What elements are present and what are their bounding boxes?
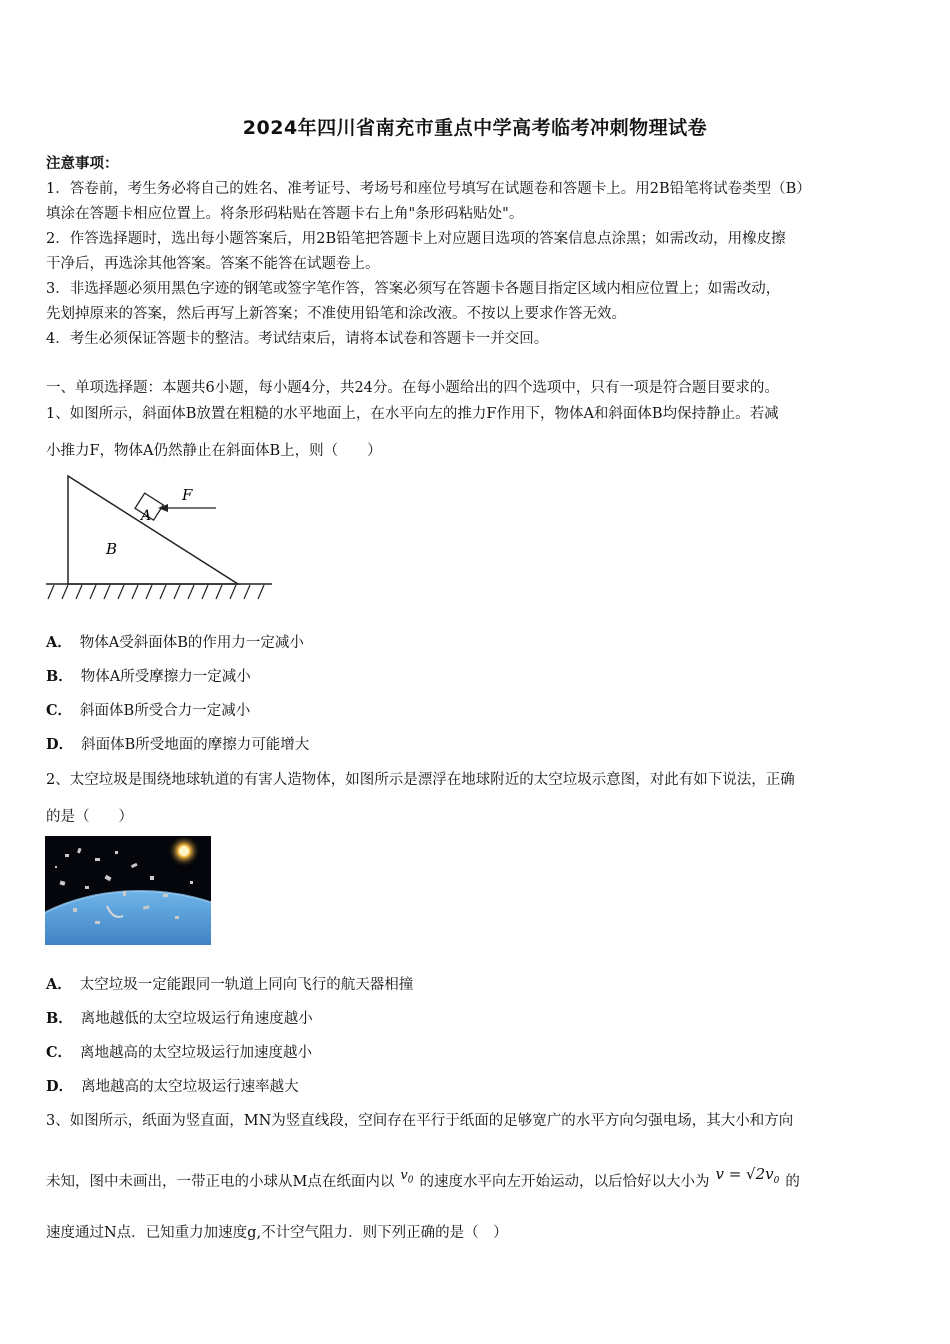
q2-stem-line1: 2、太空垃圾是围绕地球轨道的有害人造物体，如图所示是漂浮在地球附近的太空垃圾示意图，对此有如下说法，正确 [46, 772, 795, 788]
v0-symbol: $v_0$ [400, 1168, 414, 1186]
q2-option-d: D． 离地越高的太空垃圾运行速率越大 [46, 1078, 299, 1095]
notice-line: 1．答卷前，考生务必将自己的姓名、准考证号、考场号和座位号填写在试题卷和答题卡上。用2B铅笔将试卷类型（B） [46, 181, 811, 197]
block-a-label: A [141, 508, 152, 524]
space-debris-image [45, 836, 211, 945]
notice-line: 填涂在答题卡相应位置上。将条形码粘贴在答题卡右上角"条形码粘贴处"。 [46, 206, 524, 222]
page-title: 2024年四川省南充市重点中学高考临考冲刺物理试卷 [242, 117, 708, 139]
notice-line: 4．考生必须保证答题卡的整洁。考试结束后，请将本试卷和答题卡一并交回。 [46, 331, 549, 347]
q3-stem-line3: 速度通过N点．已知重力加速度g,不计空气阻力．则下列正确的是（ ） [46, 1225, 508, 1241]
notice-line: 先划掉原来的答案，然后再写上新答案；不准使用铅笔和涂改液。不按以上要求作答无效。 [46, 306, 626, 322]
force-label: F [182, 486, 193, 504]
q2-option-b: B． 离地越低的太空垃圾运行角速度越小 [46, 1010, 313, 1027]
block-b-label: B [106, 540, 118, 558]
q2-option-c: C． 离地越高的太空垃圾运行加速度越小 [46, 1044, 313, 1061]
notice-heading: 注意事项： [46, 155, 119, 172]
incline-block-b [68, 476, 238, 584]
q1-option-a: A． 物体A受斜面体B的作用力一定减小 [46, 634, 304, 651]
q2-option-a: A． 太空垃圾一定能跟同一轨道上同向飞行的航天器相撞 [46, 976, 414, 993]
notice-line: 干净后，再选涂其他答案。答案不能答在试题卷上。 [46, 256, 380, 272]
ground-hatching [48, 585, 264, 599]
incline-figure [44, 472, 276, 604]
q1-option-c: C． 斜面体B所受合力一定减小 [46, 702, 251, 719]
q1-option-d: D． 斜面体B所受地面的摩擦力可能增大 [46, 736, 310, 753]
notice-line: 3．非选择题必须用黑色字迹的钢笔或签字笔作答，答案必须写在答题卡各题目指定区域内相应位置上；如需改动， [46, 281, 781, 297]
q3-stem-line1: 3、如图所示，纸面为竖直面，MN为竖直线段，空间存在平行于纸面的足够宽广的水平方向匀强电场，其大小和方向 [46, 1113, 794, 1129]
q1-option-b: B． 物体A所受摩擦力一定减小 [46, 668, 251, 685]
sun [179, 846, 189, 856]
section-heading: 一、单项选择题：本题共6小题，每小题4分，共24分。在每小题给出的四个选项中，只有一项是符合题目要求的。 [46, 380, 779, 396]
q3-stem-line2: 未知，图中未画出，一带正电的小球从M点在纸面内以 $v_0$ 的速度水平向左开始运动，以后恰好以大小为 $v = √2v_0$ 的 [46, 1165, 800, 1190]
q1-stem-line2: 小推力F，物体A仍然静止在斜面体B上，则（ ） [46, 443, 382, 459]
q2-stem-line2: 的是（ ） [46, 809, 133, 825]
velocity-equation: $v = √2v_0$ [715, 1165, 780, 1186]
q1-stem-line1: 1、如图所示，斜面体B放置在粗糙的水平地面上，在水平向左的推力F作用下，物体A和斜面体B均保持静止。若减 [46, 406, 779, 422]
notice-line: 2．作答选择题时，选出每小题答案后，用2B铅笔把答题卡上对应题目选项的答案信息点涂黑；如需改动，用橡皮擦 [46, 231, 786, 247]
